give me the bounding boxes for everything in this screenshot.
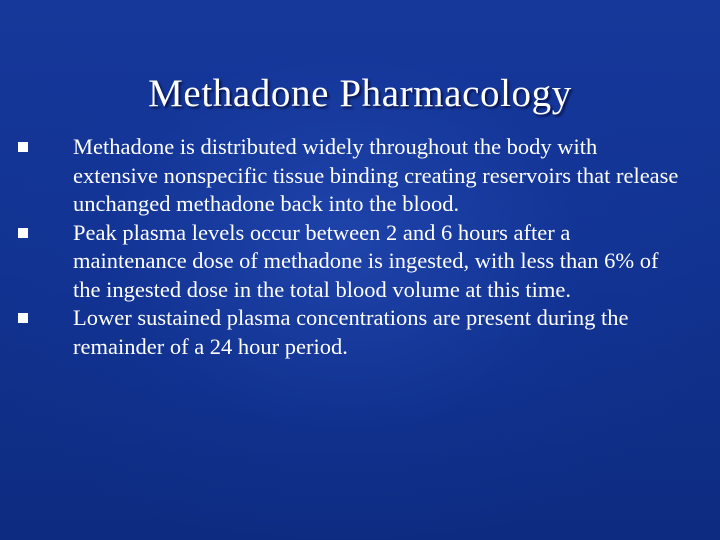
square-bullet-icon [18,142,28,152]
bullet-text-3: Lower sustained plasma concentrations are present during the remainder of a 24 hour period. [73,305,629,359]
bullet-text-2: Peak plasma levels occur between 2 and 6 hours after a maintenance dose of methadone is ingested, with less than 6% of the ingested dose in the total blood volume at this time. [73,219,659,302]
bullet-list [53,133,683,361]
bullet-item-3 [53,304,683,361]
square-bullet-icon [18,228,28,238]
slide-title: Methadone Pharmacology [148,72,572,116]
square-bullet-icon [18,313,28,323]
bullet-item-1 [53,133,683,219]
bullet-text-1: Methadone is distributed widely throughout the body with extensive nonspecific tissue binding creating reservoirs that release unchanged methadone back into the blood. [73,134,679,216]
bullet-item-2 [53,219,683,305]
